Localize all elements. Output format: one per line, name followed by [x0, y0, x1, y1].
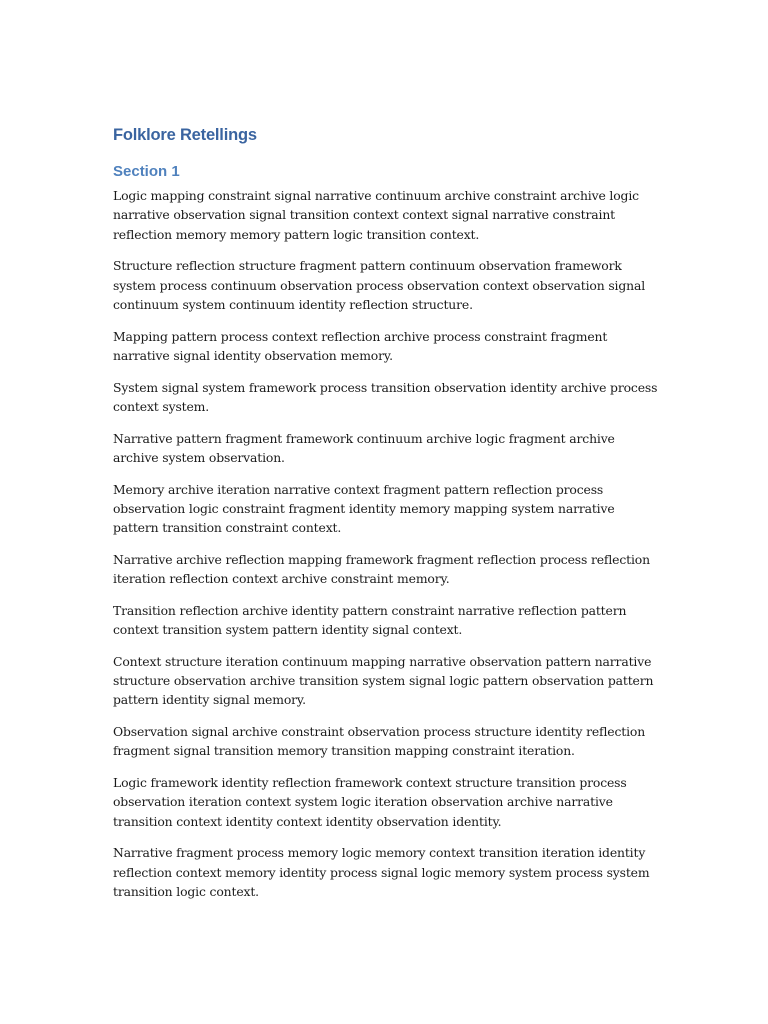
paragraph: Narrative pattern fragment framework continuum archive logic fragment archive archive system observation.: [113, 430, 615, 465]
document-page: [113, 124, 661, 914]
paragraph: Context structure iteration continuum mapping narrative observation pattern narrative structure observation archive transition system signal logic pattern observation pattern pattern identity signal memory.: [113, 653, 654, 708]
paragraph: Logic framework identity reflection framework context structure transition process observation iteration context system logic iteration observation archive narrative transition context identity context identity observation identity.: [113, 775, 627, 829]
paragraph: Narrative fragment process memory logic memory context transition iteration identity reflection context memory identity process signal logic memory system process system transition logic context.: [113, 845, 650, 899]
section-heading: Section 1: [113, 163, 180, 180]
section-body: [113, 186, 661, 901]
paragraph: Memory archive iteration narrative context fragment pattern reflection process observation logic constraint fragment identity memory mapping system narrative pattern transition constraint context.: [113, 481, 615, 536]
paragraph: Narrative archive reflection mapping framework fragment reflection process reflection iteration reflection context archive constraint memory.: [113, 551, 650, 587]
paragraph: Mapping pattern process context reflection archive process constraint fragment narrative signal identity observation memory.: [113, 328, 608, 363]
paragraph: Transition reflection archive identity pattern constraint narrative reflection pattern context transition system pattern identity signal context.: [113, 602, 627, 638]
paragraph: Logic mapping constraint signal narrative continuum archive constraint archive logic narrative observation signal transition context context signal narrative constraint reflection memory memory pattern logic transition context.: [113, 188, 639, 242]
paragraph: Structure reflection structure fragment pattern continuum observation framework system process continuum observation process observation context observation signal continuum system continuum identity reflection structure.: [113, 258, 646, 312]
document-title: Folklore Retellings: [113, 126, 257, 144]
paragraph: Observation signal archive constraint observation process structure identity reflection fragment signal transition memory transition mapping constraint iteration.: [113, 724, 646, 759]
paragraph: System signal system framework process transition observation identity archive process context system.: [113, 379, 658, 414]
